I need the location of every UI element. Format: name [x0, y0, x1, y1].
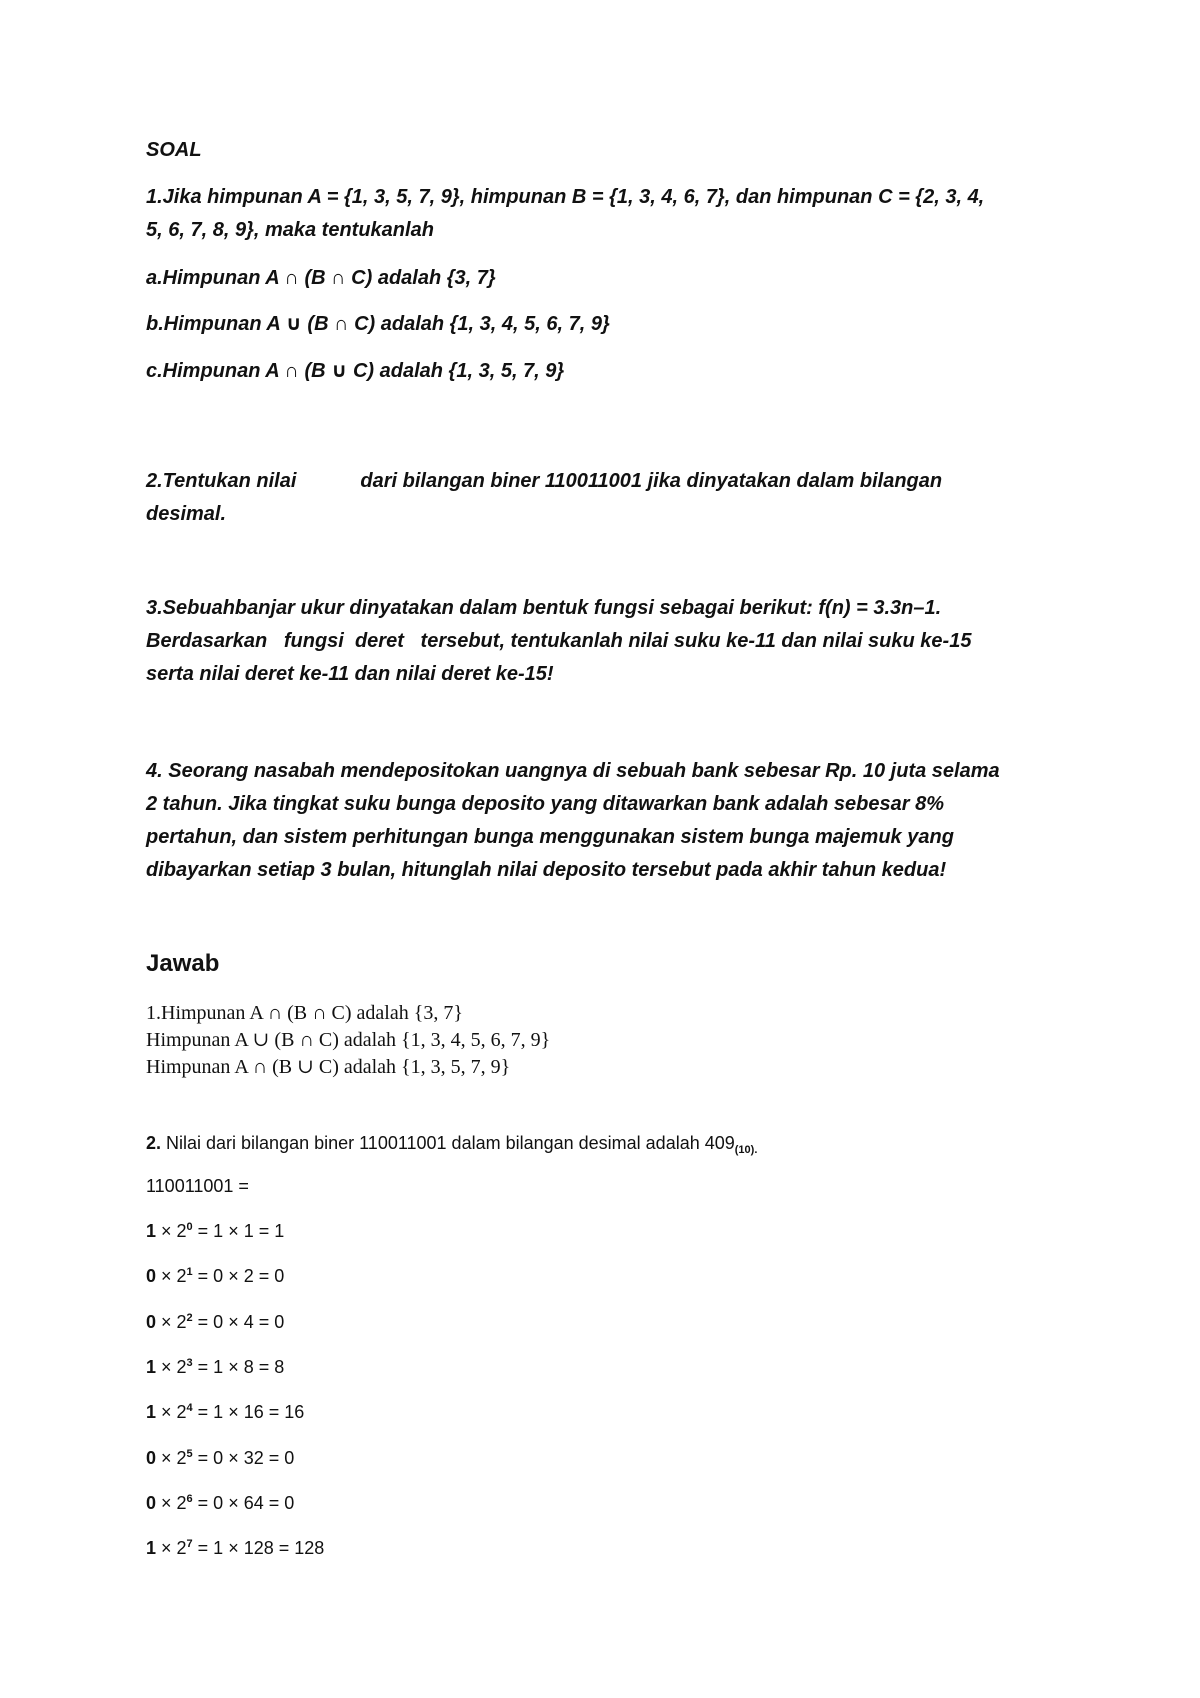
step-result: = 1 × 128 = 128 [192, 1538, 325, 1559]
step-bit: 0 [146, 1311, 157, 1332]
step-result: = 1 × 1 = 1 [192, 1221, 285, 1241]
step-exponent: 2 [186, 1311, 193, 1324]
q2-part-1: 2.Tentukan nilai [146, 470, 297, 492]
step-base: × 2 [156, 1356, 187, 1377]
q4-line-1: 4. Seorang nasabah mendepositokan uangnya di sebuah bank sebesar Rp. 10 juta selama [146, 760, 1000, 782]
step-bit: 1 [146, 1402, 157, 1423]
a1-line-1: 1.Himpunan A ∩ (B ∩ C) adalah {3, 7} [146, 1002, 463, 1024]
step-base: × 2 [156, 1538, 187, 1559]
binary-value: 110011001 = [146, 1176, 249, 1196]
step-bit: 0 [146, 1492, 157, 1513]
step-exponent: 6 [186, 1492, 193, 1505]
q4-line-2: 2 tahun. Jika tingkat suku bunga deposito yang ditawarkan bank adalah sebesar 8% [146, 793, 944, 815]
conversion-step [146, 1357, 284, 1378]
step-base: × 2 [156, 1447, 187, 1468]
step-exponent: 1 [186, 1266, 193, 1279]
conversion-step [146, 1266, 284, 1287]
q1-option-b [146, 308, 1066, 341]
step-exponent: 4 [186, 1402, 193, 1415]
question-2 [146, 465, 1066, 531]
answer-2-intro [146, 1133, 757, 1156]
step-result: = 0 × 4 = 0 [192, 1311, 285, 1332]
step-base: × 2 [156, 1402, 187, 1423]
q4-line-3: pertahun, dan sistem perhitungan bunga menggunakan sistem bunga majemuk yang [146, 826, 954, 848]
a1-line-3: Himpunan A ∩ (B ∪ C) adalah {1, 3, 5, 7, 9} [146, 1056, 511, 1078]
conversion-step [146, 1538, 324, 1559]
jawab-heading: Jawab [146, 950, 220, 977]
q1-option-a [146, 262, 1066, 295]
conversion-step [146, 1221, 284, 1242]
step-exponent: 7 [186, 1538, 193, 1551]
soal-title-text: SOAL [146, 139, 202, 161]
a2-number: 2. [146, 1133, 162, 1153]
step-result: = 1 × 8 = 8 [192, 1356, 285, 1377]
q1-line-1: 1.Jika himpunan A = {1, 3, 5, 7, 9}, himpunan B = {1, 3, 4, 6, 7}, dan himpunan C = {2, 3, 4, [146, 186, 985, 208]
a2-subscript: (10). [734, 1144, 758, 1156]
question-1 [146, 181, 1066, 247]
a1-line-2: Himpunan A ∪ (B ∩ C) adalah {1, 3, 4, 5, 6, 7, 9} [146, 1029, 551, 1051]
step-bit: 1 [146, 1356, 157, 1377]
step-result: = 0 × 2 = 0 [192, 1266, 285, 1287]
step-base: × 2 [156, 1221, 187, 1241]
soal-title [146, 134, 1066, 167]
conversion-step [146, 1402, 304, 1423]
q3-line-3: serta nilai deret ke-11 dan nilai deret ke-15! [146, 663, 554, 685]
step-result: = 0 × 32 = 0 [192, 1447, 295, 1468]
q1-option-c [146, 355, 1066, 388]
step-result: = 1 × 16 = 16 [192, 1402, 305, 1423]
conversion-step [146, 1448, 294, 1469]
step-base: × 2 [156, 1266, 187, 1287]
conversion-step [146, 1312, 284, 1333]
step-exponent: 0 [186, 1221, 193, 1233]
step-result: = 0 × 64 = 0 [192, 1492, 295, 1513]
question-3 [146, 592, 1066, 691]
question-4 [146, 755, 1066, 887]
conversion-step [146, 1493, 294, 1514]
q3-line-2: Berdasarkan fungsi deret tersebut, tentukanlah nilai suku ke-11 dan nilai suku ke-15 [146, 630, 972, 652]
step-exponent: 5 [186, 1447, 193, 1460]
q3-line-1: 3.Sebuahbanjar ukur dinyatakan dalam bentuk fungsi sebagai berikut: f(n) = 3.3n–1. [146, 597, 942, 619]
q1-line-2: 5, 6, 7, 8, 9}, maka tentukanlah [146, 219, 434, 241]
q4-line-4: dibayarkan setiap 3 bulan, hitunglah nilai deposito tersebut pada akhir tahun kedua! [146, 859, 947, 881]
q1-option-a-text: a.Himpunan A ∩ (B ∩ C) adalah {3, 7} [146, 267, 496, 289]
q1-option-b-text: b.Himpunan A ∪ (B ∩ C) adalah {1, 3, 4, 5, 6, 7, 9} [146, 313, 610, 335]
step-bit: 1 [146, 1221, 157, 1241]
a2-text: Nilai dari bilangan biner 110011001 dalam bilangan desimal adalah 409 [161, 1133, 735, 1153]
q2-line-2: desimal. [146, 503, 227, 525]
step-bit: 0 [146, 1266, 157, 1287]
q1-option-c-text: c.Himpunan A ∩ (B ∪ C) adalah {1, 3, 5, 7, 9} [146, 360, 565, 382]
q2-part-2: dari bilangan biner 110011001 jika dinyatakan dalam bilangan [360, 470, 943, 492]
q2-line-1 [146, 465, 1066, 498]
answer-1 [146, 1000, 550, 1081]
step-base: × 2 [156, 1311, 187, 1332]
step-base: × 2 [156, 1492, 187, 1513]
step-bit: 0 [146, 1447, 157, 1468]
step-exponent: 3 [186, 1356, 193, 1369]
step-bit: 1 [146, 1538, 157, 1559]
